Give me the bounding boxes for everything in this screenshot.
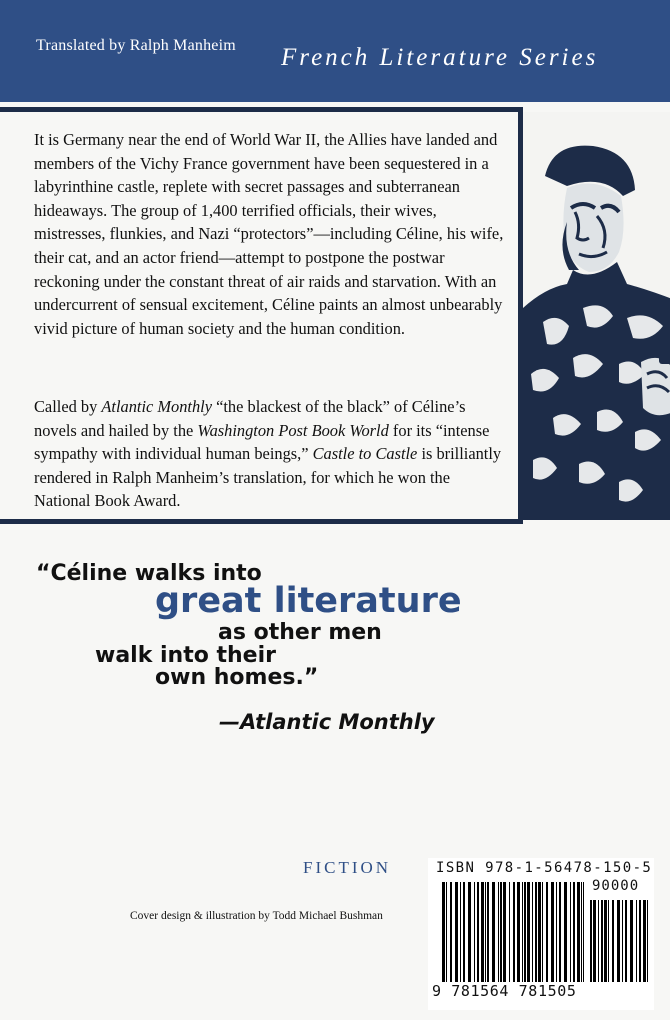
- ean-digits: 9 781564 781505: [432, 982, 577, 1000]
- barcode-bar: [583, 882, 584, 982]
- barcode-bar: [500, 882, 502, 982]
- barcode-bar: [527, 882, 530, 982]
- barcode-bar: [593, 900, 596, 982]
- washington-post-title: Washington Post Book World: [197, 420, 389, 440]
- barcode-bar: [570, 882, 571, 982]
- barcode-bar: [485, 882, 486, 982]
- barcode-bar: [460, 882, 461, 982]
- barcode-bar: [581, 882, 582, 982]
- barcode-bar: [513, 882, 515, 982]
- price-code: 90000: [592, 878, 640, 894]
- top-rule: [0, 107, 523, 112]
- barcode-bar: [577, 882, 580, 982]
- barcode-bar: [477, 882, 479, 982]
- barcode-bar: [625, 900, 627, 982]
- barcode-bar: [630, 900, 633, 982]
- quote-line-3: as other men: [218, 620, 382, 645]
- soldier-figure-image: [523, 112, 670, 520]
- bottom-rule: [0, 519, 523, 524]
- barcode-bar: [535, 882, 537, 982]
- barcode-bar: [474, 882, 475, 982]
- barcode-bar: [509, 882, 510, 982]
- quote-line-2-highlight: great literature: [155, 581, 462, 621]
- blurb-paragraph-2: Called by Atlantic Monthly “the blackest of the black” of Céline’s novels and hailed by the Washington Post Book World for its “intense sympathy with individual human beings,” Castle to Castle is brilliantly rendered in Ralph Manheim’s translation, for which he won the National Book Award.: [34, 397, 502, 511]
- book-title: Castle to Castle: [312, 444, 418, 464]
- barcode-bar: [608, 900, 609, 982]
- barcode-bar: [455, 882, 458, 982]
- isbn-label: ISBN 978-1-56478-150-5: [436, 860, 653, 876]
- barcode-bar: [442, 882, 445, 982]
- barcode-bar: [604, 900, 607, 982]
- ean-barcode: [442, 882, 584, 982]
- barcode-bar: [463, 882, 465, 982]
- translator-credit: Translated by Ralph Manheim: [36, 37, 236, 54]
- barcode-bar: [636, 900, 637, 982]
- barcode-bar: [647, 900, 648, 982]
- quote-line-4: walk into their: [95, 643, 276, 668]
- blurb-paragraph-1: It is Germany near the end of World War II, the Allies have landed and members of the Vichy France government have been sequestered in a labyrinthine castle, replete with secret passages and subterranean hideaways. The group of 1,400 terrified officials, their wives, mistresses, flunkies, and Nazi “protectors”—including Céline, his wife, their cat, and an actor friend—attempt to postpone the postwar reckoning under the constant threat of air raids and starvation. With an undercurrent of sensual excitement, Céline paints an almost unbearably vivid picture of human society and the human condition.: [34, 130, 504, 338]
- barcode-bar: [601, 900, 603, 982]
- barcode-bar: [481, 882, 484, 982]
- atlantic-monthly-title: Atlantic Monthly: [101, 397, 212, 416]
- barcode-bar: [468, 882, 471, 982]
- barcode-bar: [450, 882, 452, 982]
- barcode-bar: [551, 882, 554, 982]
- header-band: [0, 0, 670, 102]
- barcode-bar: [564, 882, 567, 982]
- barcode-bar: [492, 882, 495, 982]
- barcode-bar: [517, 882, 520, 982]
- barcode-bar: [524, 882, 526, 982]
- barcode-bar: [522, 882, 523, 982]
- cover-design-credit: Cover design & illustration by Todd Michael Bushman: [130, 910, 383, 922]
- barcode-bar: [622, 900, 623, 982]
- series-title: French Literature Series: [281, 44, 599, 71]
- barcode-bar: [573, 882, 575, 982]
- addon-barcode: [590, 900, 648, 982]
- barcode-bar: [487, 882, 489, 982]
- barcode-bar: [617, 900, 620, 982]
- barcode-bar: [546, 882, 548, 982]
- quote-line-1: “Céline walks into: [36, 561, 262, 586]
- barcode-bar: [559, 882, 561, 982]
- soldier-illustration: [518, 112, 670, 520]
- barcode-bar: [556, 882, 557, 982]
- quote-attribution: —Atlantic Monthly: [219, 710, 435, 734]
- barcode-block: [428, 858, 654, 1010]
- barcode-bar: [639, 900, 641, 982]
- barcode-bar: [498, 882, 499, 982]
- barcode-bar: [503, 882, 506, 982]
- barcode-bar: [643, 900, 646, 982]
- barcode-bar: [542, 882, 543, 982]
- barcode-bar: [598, 900, 599, 982]
- quote-line-5: own homes.”: [155, 665, 319, 690]
- barcode-bar: [538, 882, 541, 982]
- barcode-bar: [532, 882, 533, 982]
- barcode-bar: [590, 900, 592, 982]
- category-label: FICTION: [303, 858, 392, 877]
- barcode-bar: [612, 900, 614, 982]
- barcode-bar: [446, 882, 447, 982]
